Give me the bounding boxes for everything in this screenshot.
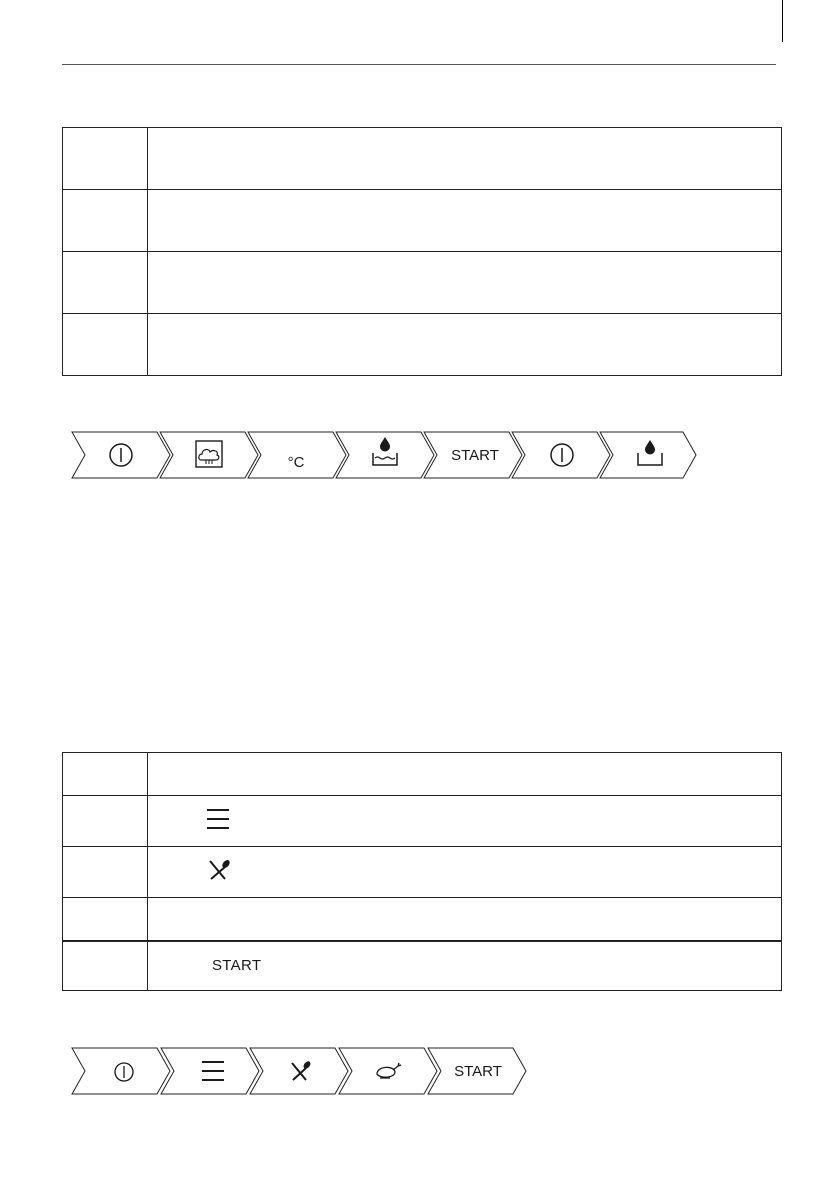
start-key-label: START: [212, 957, 262, 975]
step-number-cell: [63, 128, 148, 190]
step-description-cell: [148, 190, 782, 252]
sequence-step: [600, 432, 696, 478]
table-row: [63, 898, 782, 941]
step-description-cell: [148, 898, 782, 941]
sequence-step: [428, 1048, 526, 1094]
temperature-icon: °C: [287, 454, 305, 471]
table-row: [63, 796, 782, 847]
key-sequence-2: [72, 1047, 532, 1095]
sequence-step: [250, 1048, 348, 1094]
step-number-cell: [63, 898, 148, 941]
sequence-step: [424, 432, 522, 478]
steps-table-1: [62, 127, 782, 376]
step-number-cell: [63, 190, 148, 252]
step-number-cell: [63, 796, 148, 847]
sequence-step: [248, 432, 346, 478]
sequence-step: [336, 432, 434, 478]
step-description-cell: [148, 796, 782, 847]
sequence-step: [161, 1048, 259, 1094]
table-row: [63, 314, 782, 376]
cutlery-icon: [206, 859, 230, 885]
table-row: [63, 847, 782, 898]
step-number-cell: [63, 252, 148, 314]
table-row: [63, 941, 782, 991]
step-number-cell: [63, 941, 148, 991]
sequence-step: [512, 432, 610, 478]
step-description-cell: [148, 753, 782, 796]
step-number-cell: [63, 753, 148, 796]
step-number-cell: [63, 314, 148, 376]
key-sequence-1: [72, 431, 702, 479]
table-row: [63, 252, 782, 314]
table-row: [63, 128, 782, 190]
table-row: [63, 190, 782, 252]
menu-icon: [206, 808, 230, 834]
step-number-cell: [63, 847, 148, 898]
sequence-step: [160, 432, 258, 478]
step-description-cell: [148, 941, 782, 991]
step-description-cell: [148, 847, 782, 898]
sequence-step: [339, 1048, 437, 1094]
step-description-cell: [148, 128, 782, 190]
start-key-label: START: [454, 1063, 502, 1080]
sequence-step: [72, 432, 170, 478]
step-description-cell: [148, 314, 782, 376]
step-description-cell: [148, 252, 782, 314]
table-row: [63, 753, 782, 796]
header-rule: [62, 64, 776, 65]
crop-mark-vertical: [782, 0, 783, 42]
steps-table-2: [62, 752, 782, 991]
start-key-label: START: [451, 447, 499, 464]
sequence-step: [72, 1048, 170, 1094]
